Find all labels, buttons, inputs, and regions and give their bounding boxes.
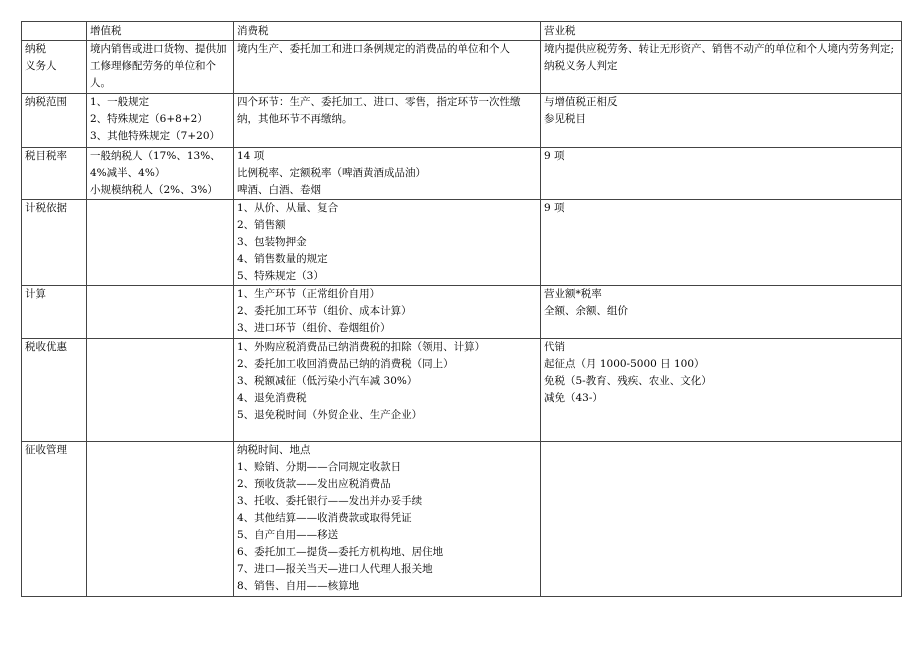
row-label: 税收优惠 xyxy=(22,339,87,442)
business-cell: 营业额*税率 全额、余额、组价 xyxy=(541,286,902,339)
header-vat: 增值税 xyxy=(87,22,234,41)
row-tax-rate xyxy=(22,148,902,200)
consumption-cell: 1、生产环节（正常组价自用） 2、委托加工环节（组价、成本计算） 3、进口环节（组价、卷烟组价） xyxy=(234,286,541,339)
header-business: 营业税 xyxy=(541,22,902,41)
consumption-cell: 14 项 比例税率、定额税率（啤酒黄酒成品油） 啤酒、白酒、卷烟 xyxy=(234,148,541,200)
business-cell: 9 项 xyxy=(541,148,902,200)
business-cell: 境内提供应税劳务、转让无形资产、销售不动产的单位和个人境内劳务判定;纳税义务人判定 xyxy=(541,41,902,94)
vat-cell: 1、一般规定 2、特殊规定（6+8+2） 3、其他特殊规定（7+20） xyxy=(87,94,234,148)
header-consumption: 消费税 xyxy=(234,22,541,41)
row-tax-incentives xyxy=(22,339,902,442)
row-label: 征收管理 xyxy=(22,442,87,597)
tax-comparison-table xyxy=(21,21,902,597)
vat-cell: 境内销售或进口货物、提供加工修理修配劳务的单位和个人。 xyxy=(87,41,234,94)
header-empty xyxy=(22,22,87,41)
row-label: 纳税范围 xyxy=(22,94,87,148)
row-tax-basis xyxy=(22,200,902,286)
row-label: 税目税率 xyxy=(22,148,87,200)
business-cell: 代销 起征点（月 1000-5000 日 100） 免税（5-教育、残疾、农业、文化） 减免（43-） xyxy=(541,339,902,442)
header-row xyxy=(22,22,902,41)
consumption-cell: 1、从价、从量、复合 2、销售额 3、包装物押金 4、销售数量的规定 5、特殊规定（3） xyxy=(234,200,541,286)
vat-cell: 一般纳税人（17%、13%、4%减半、4%） 小规模纳税人（2%、3%） xyxy=(87,148,234,200)
vat-cell xyxy=(87,286,234,339)
row-label: 纳税 义务人 xyxy=(22,41,87,94)
row-calculation xyxy=(22,286,902,339)
consumption-cell: 四个环节：生产、委托加工、进口、零售，指定环节一次性缴纳，其他环节不再缴纳。 xyxy=(234,94,541,148)
row-scope xyxy=(22,94,902,148)
business-cell: 9 项 xyxy=(541,200,902,286)
business-cell xyxy=(541,442,902,597)
row-label: 计算 xyxy=(22,286,87,339)
row-collection-management xyxy=(22,442,902,597)
vat-cell xyxy=(87,339,234,442)
vat-cell xyxy=(87,200,234,286)
business-cell: 与增值税正相反 参见税目 xyxy=(541,94,902,148)
consumption-cell: 境内生产、委托加工和进口条例规定的消费品的单位和个人 xyxy=(234,41,541,94)
row-label: 计税依据 xyxy=(22,200,87,286)
consumption-cell: 纳税时间、地点 1、赊销、分期——合同规定收款日 2、预收货款——发出应税消费品 3、托收、委托银行——发出并办妥手续 4、其他结算——收消费款或取得凭证 5、自产自用——移送 6、委托加工—提货—委托方机构地、居住地 7、进口—报关当天—进口人代理人报关地 8、销售、自用——核算地 xyxy=(234,442,541,597)
row-taxpayer xyxy=(22,41,902,94)
consumption-cell: 1、外购应税消费品已纳消费税的扣除（领用、计算） 2、委托加工收回消费品已纳的消费税（同上） 3、税额减征（低污染小汽车减 30%） 4、退免消费税 5、退免税时间（外贸企业、生产企业） xyxy=(234,339,541,442)
vat-cell xyxy=(87,442,234,597)
